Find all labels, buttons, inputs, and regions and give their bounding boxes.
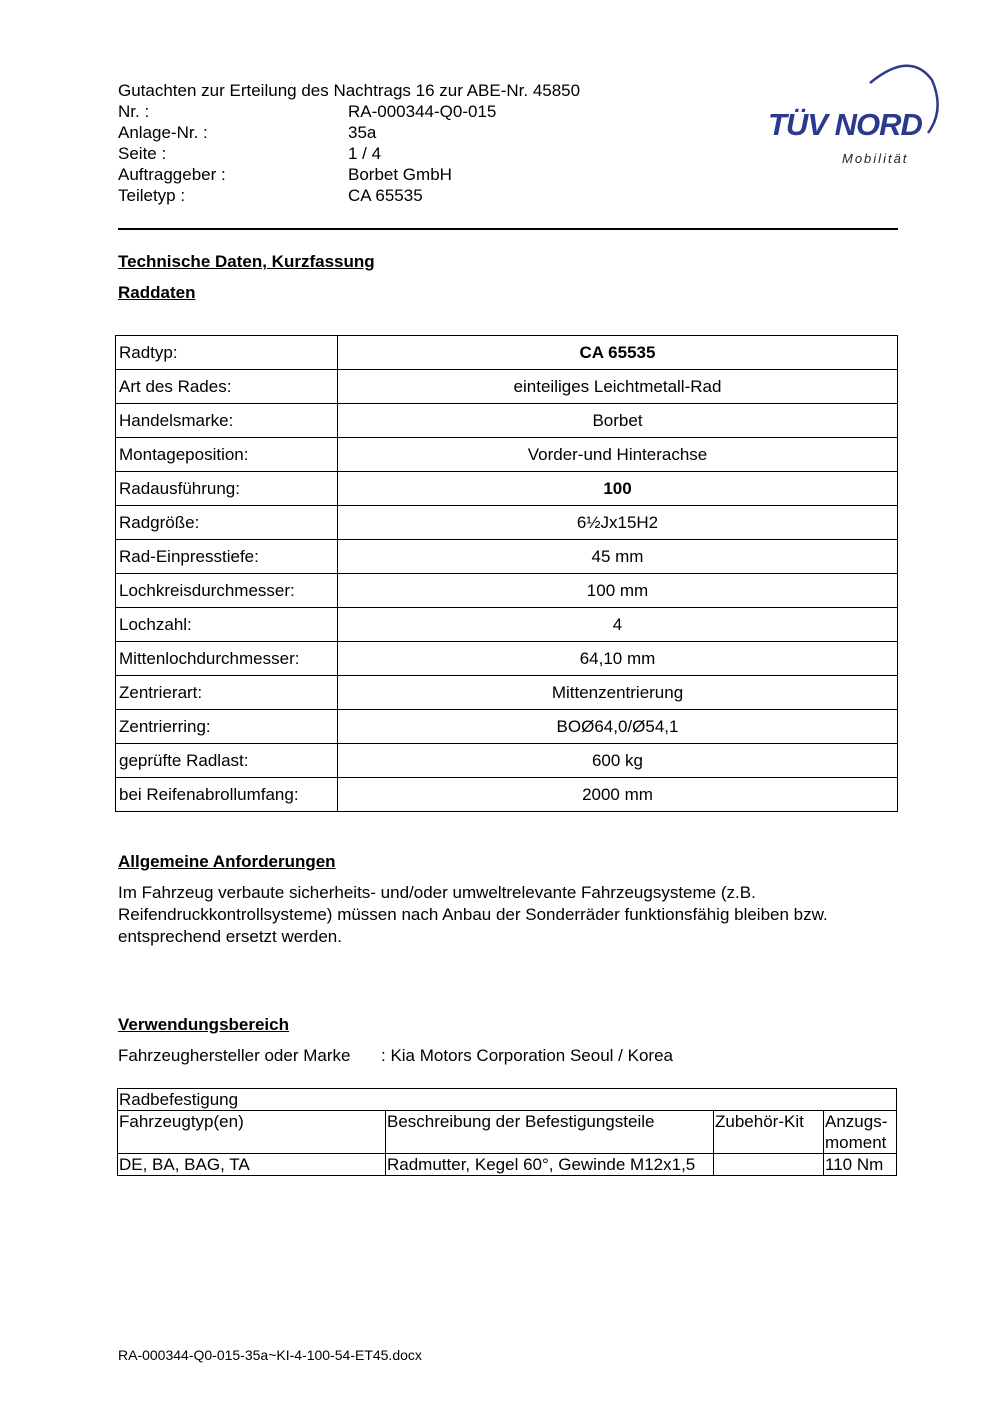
header-row-anlage <box>118 122 678 143</box>
table-row <box>116 642 898 676</box>
row-label: bei Reifenabrollumfang: <box>116 778 338 812</box>
table-header-row <box>118 1111 897 1154</box>
table-title-row <box>118 1089 897 1111</box>
table-cell <box>714 1154 824 1176</box>
table-row <box>116 370 898 404</box>
logo-subtitle: Mobilität <box>842 151 909 166</box>
header-value: RA-000344-Q0-015 <box>348 102 497 121</box>
row-label: Radausführung: <box>116 472 338 506</box>
row-label: geprüfte Radlast: <box>116 744 338 778</box>
header-divider <box>118 228 898 230</box>
allgemein-paragraph: Im Fahrzeug verbaute sicherheits- und/oder umweltrelevante Fahrzeugsysteme (z.B. Reifendruckkontrollsysteme) müssen nach Anbau der Sonderräder funktionsfähig bleiben bzw. entsprechend ersetzt werden. <box>118 883 828 946</box>
table-cell: DE, BA, BAG, TA <box>118 1154 386 1176</box>
row-value: Vorder-und Hinterachse <box>338 438 898 472</box>
row-label: Lochzahl: <box>116 608 338 642</box>
row-label: Rad-Einpresstiefe: <box>116 540 338 574</box>
row-value: CA 65535 <box>338 336 898 370</box>
row-value: Mittenzentrierung <box>338 676 898 710</box>
column-header: Anzugs-moment <box>824 1111 897 1154</box>
header-label: Teiletyp : <box>118 186 186 205</box>
table-row <box>116 710 898 744</box>
row-value: 6½Jx15H2 <box>338 506 898 540</box>
usage-line <box>118 1046 673 1066</box>
table-title: Radbefestigung <box>118 1089 897 1111</box>
row-label: Art des Rades: <box>116 370 338 404</box>
document-title: Gutachten zur Erteilung des Nachtrags 16 zur ABE-Nr. 45850 <box>118 81 581 100</box>
document-header <box>118 80 678 206</box>
row-value: einteiliges Leichtmetall-Rad <box>338 370 898 404</box>
row-label: Montageposition: <box>116 438 338 472</box>
header-value: 1 / 4 <box>348 144 382 163</box>
table-row <box>116 778 898 812</box>
header-value: CA 65535 <box>348 186 423 205</box>
table-row <box>116 608 898 642</box>
table-row <box>116 676 898 710</box>
column-header: Zubehör-Kit <box>714 1111 824 1154</box>
row-label: Mittenlochdurchmesser: <box>116 642 338 676</box>
table-row <box>118 1154 897 1176</box>
row-value: 600 kg <box>338 744 898 778</box>
header-value: 35a <box>348 123 377 142</box>
table-row <box>116 574 898 608</box>
header-row-nr <box>118 101 678 122</box>
row-value: 4 <box>338 608 898 642</box>
row-label: Zentrierring: <box>116 710 338 744</box>
header-value: Borbet GmbH <box>348 165 452 184</box>
table-row <box>116 506 898 540</box>
column-header: Beschreibung der Befestigungsteile <box>386 1111 714 1154</box>
row-value: 100 <box>338 472 898 506</box>
usage-value: : Kia Motors Corporation Seoul / Korea <box>381 1046 673 1065</box>
table-cell: 110 Nm <box>824 1154 897 1176</box>
table-row <box>116 540 898 574</box>
section-heading-tech: Technische Daten, Kurzfassung <box>118 252 375 271</box>
wheel-data-table <box>115 335 898 812</box>
table-row <box>116 438 898 472</box>
mounting-table <box>117 1088 897 1176</box>
row-label: Zentrierart: <box>116 676 338 710</box>
table-row <box>116 744 898 778</box>
header-label: Anlage-Nr. : <box>118 123 208 142</box>
header-row-seite <box>118 143 678 164</box>
row-value: 2000 mm <box>338 778 898 812</box>
logo-name: TÜV NORD <box>768 107 922 142</box>
table-cell: Radmutter, Kegel 60°, Gewinde M12x1,5 <box>386 1154 714 1176</box>
table-row <box>116 336 898 370</box>
footer-filename: RA-000344-Q0-015-35a~KI-4-100-54-ET45.docx <box>118 1347 422 1363</box>
row-value: 100 mm <box>338 574 898 608</box>
row-value: Borbet <box>338 404 898 438</box>
usage-label: Fahrzeughersteller oder Marke <box>118 1046 351 1065</box>
column-header: Fahrzeugtyp(en) <box>118 1111 386 1154</box>
header-row-auftraggeber <box>118 164 678 185</box>
section-heading-verwendung: Verwendungsbereich <box>118 1015 289 1034</box>
table-row <box>116 472 898 506</box>
header-row-teiletyp <box>118 185 678 206</box>
section-heading-allgemein: Allgemeine Anforderungen <box>118 852 336 871</box>
header-label: Auftraggeber : <box>118 165 226 184</box>
header-label: Nr. : <box>118 102 150 121</box>
row-value: BOØ64,0/Ø54,1 <box>338 710 898 744</box>
row-label: Handelsmarke: <box>116 404 338 438</box>
row-label: Radtyp: <box>116 336 338 370</box>
table-row <box>116 404 898 438</box>
row-value: 64,10 mm <box>338 642 898 676</box>
row-label: Radgröße: <box>116 506 338 540</box>
row-label: Lochkreisdurchmesser: <box>116 574 338 608</box>
header-label: Seite : <box>118 144 167 163</box>
row-value: 45 mm <box>338 540 898 574</box>
section-heading-raddaten: Raddaten <box>118 283 196 302</box>
tuv-nord-logo <box>760 55 945 175</box>
